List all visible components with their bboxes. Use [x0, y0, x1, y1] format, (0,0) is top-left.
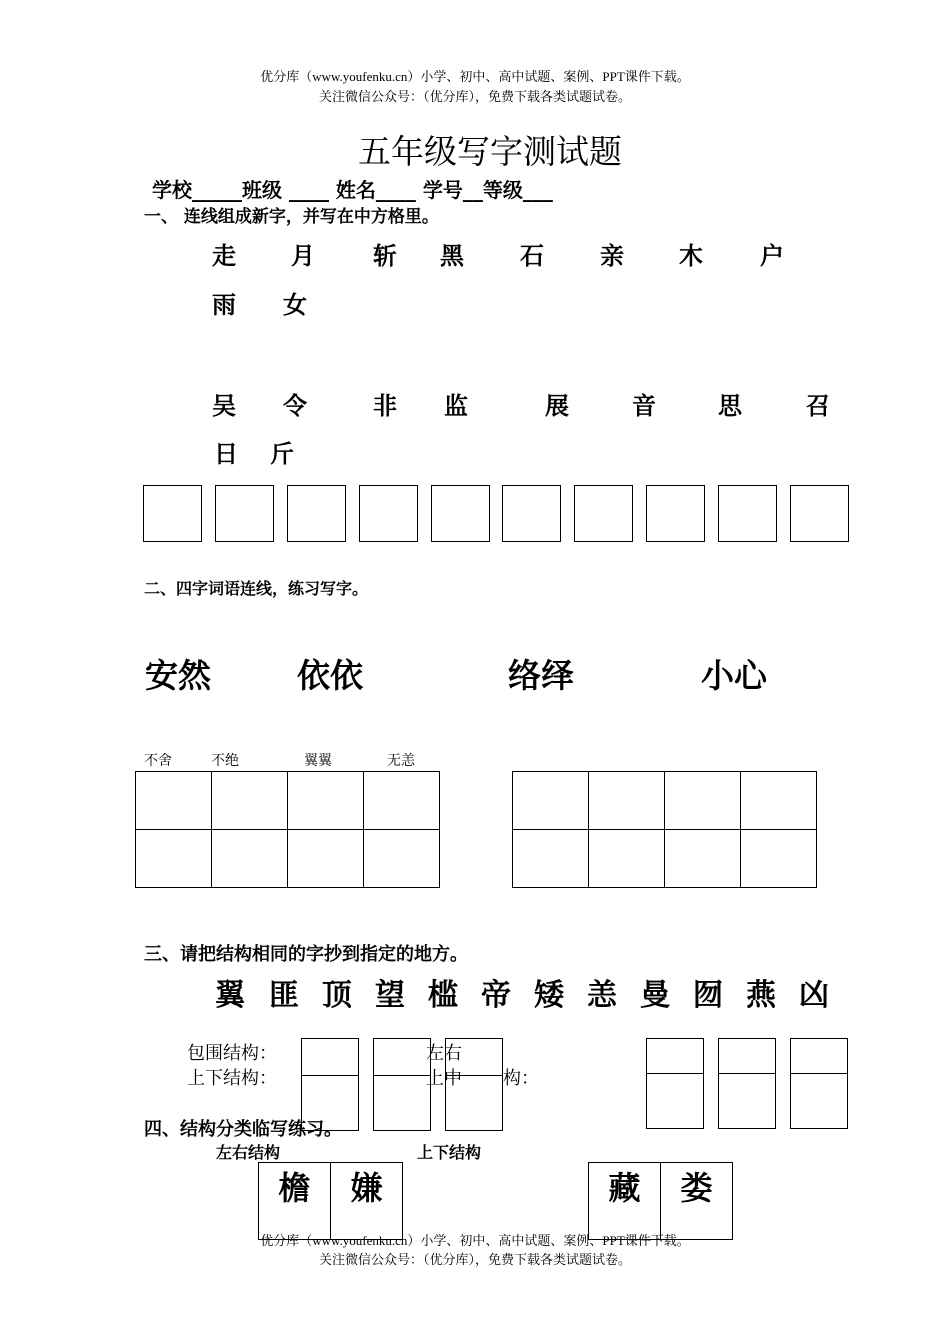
char: 顶 — [322, 978, 352, 1013]
answer-box[interactable] — [646, 1073, 704, 1129]
answer-box[interactable] — [646, 1038, 704, 1074]
section1-heading: 一、 连线组成新字，并写在中方格里。 — [144, 207, 439, 227]
answer-box[interactable] — [790, 1073, 848, 1129]
char: 燕 — [746, 978, 776, 1013]
grid-cell[interactable] — [741, 772, 817, 830]
char: 女 — [283, 290, 307, 319]
answer-box[interactable] — [445, 1038, 503, 1076]
answer-box[interactable] — [143, 485, 202, 542]
label-topbottom-4: 上下结构 — [417, 1143, 482, 1162]
header-line-1: 优分库（www.youfenku.cn）小学、初中、高中试题、案例、PPT课件下载。 — [260, 69, 690, 84]
word: 络绎 — [508, 656, 574, 695]
grid-cell[interactable] — [288, 830, 364, 888]
char: 囫 — [693, 978, 723, 1013]
grid-cell[interactable] — [212, 772, 288, 830]
char: 斩 — [373, 241, 397, 270]
char: 亲 — [600, 241, 624, 270]
model-char-box: 檐 — [258, 1162, 331, 1240]
label-topmidbottom-fragment: 上中 — [426, 1068, 462, 1088]
char: 令 — [283, 391, 307, 420]
answer-box[interactable] — [431, 485, 490, 542]
grid-cell[interactable] — [513, 772, 589, 830]
word: 小心 — [701, 656, 767, 695]
char: 监 — [444, 391, 468, 420]
grid-cell[interactable] — [136, 830, 212, 888]
section4-heading: 四、结构分类临写练习。 — [144, 1119, 342, 1140]
grid-cell[interactable] — [513, 830, 589, 888]
char: 槛 — [428, 978, 458, 1013]
model-char-box: 娄 — [660, 1162, 733, 1240]
word: 翼翼 — [304, 753, 332, 769]
char: 凶 — [799, 978, 829, 1013]
answer-box[interactable] — [646, 485, 705, 542]
word: 安然 — [145, 656, 211, 695]
section3-heading: 三、请把结构相同的字抄到指定的地方。 — [144, 944, 468, 965]
label-topbottom: 上下结构： — [187, 1068, 277, 1088]
char: 矮 — [534, 978, 564, 1013]
char: 吴 — [212, 391, 236, 420]
char: 非 — [373, 391, 397, 420]
label-leftright-fragment: 左右 — [426, 1043, 462, 1063]
char: 望 — [375, 978, 405, 1013]
grid-cell[interactable] — [136, 772, 212, 830]
grid-cell[interactable] — [665, 830, 741, 888]
answer-box[interactable] — [790, 1038, 848, 1074]
answer-box[interactable] — [502, 485, 561, 542]
char: 音 — [632, 391, 656, 420]
grid-cell[interactable] — [589, 830, 665, 888]
char: 黑 — [440, 241, 464, 270]
answer-box[interactable] — [373, 1038, 431, 1076]
char: 展 — [545, 391, 569, 420]
answer-box[interactable] — [445, 1075, 503, 1131]
grid-cell[interactable] — [288, 772, 364, 830]
char: 帝 — [481, 978, 511, 1013]
label-leftright: 左右结构 — [216, 1143, 281, 1162]
char: 木 — [679, 241, 703, 270]
header-line-2: 关注微信公众号：（优分库），免费下载各类试题试卷。 — [318, 89, 631, 104]
char: 思 — [718, 391, 742, 420]
char: 户 — [760, 241, 784, 270]
word: 不舍 — [144, 753, 172, 769]
answer-box[interactable] — [574, 485, 633, 542]
grid-cell[interactable] — [741, 830, 817, 888]
word: 不绝 — [211, 753, 239, 769]
answer-box[interactable] — [287, 485, 346, 542]
info-line: 学校_____班级 ____ 姓名____ 学号__等级___ — [152, 178, 553, 202]
label-enclosed: 包围结构： — [187, 1043, 277, 1063]
char: 走 — [212, 241, 236, 270]
footer-line-1: 优分库（www.youfenku.cn）小学、初中、高中试题、案例、PPT课件下载。 — [260, 1233, 690, 1248]
answer-box[interactable] — [359, 485, 418, 542]
section2-heading: 二、四字词语连线，练习写字。 — [144, 579, 369, 598]
grid-cell[interactable] — [364, 772, 440, 830]
char: 曼 — [640, 978, 670, 1013]
model-char-box: 嫌 — [330, 1162, 403, 1240]
answer-box[interactable] — [215, 485, 274, 542]
char: 恙 — [587, 978, 617, 1013]
char: 雨 — [212, 290, 236, 319]
footer-line-2: 关注微信公众号：（优分库），免费下载各类试题试卷。 — [318, 1252, 631, 1267]
answer-box[interactable] — [301, 1038, 359, 1076]
answer-box[interactable] — [718, 1038, 776, 1074]
answer-box[interactable] — [718, 485, 777, 542]
char: 月 — [291, 241, 315, 270]
section2-grid-left — [135, 771, 440, 888]
answer-box[interactable] — [718, 1073, 776, 1129]
char: 匪 — [269, 978, 299, 1013]
word: 无恙 — [387, 753, 415, 769]
grid-cell[interactable] — [212, 830, 288, 888]
section2-grid-right — [512, 771, 817, 888]
answer-box[interactable] — [790, 485, 849, 542]
char: 日 — [214, 439, 238, 468]
grid-cell[interactable] — [589, 772, 665, 830]
char: 召 — [806, 391, 830, 420]
char: 石 — [520, 241, 544, 270]
answer-box[interactable] — [373, 1075, 431, 1131]
grid-cell[interactable] — [364, 830, 440, 888]
page-title: 五年级写字测试题 — [358, 132, 622, 171]
char: 翼 — [215, 978, 245, 1013]
grid-cell[interactable] — [665, 772, 741, 830]
model-char-box: 藏 — [588, 1162, 661, 1240]
word: 依依 — [297, 656, 363, 695]
char: 斤 — [270, 439, 294, 468]
label-struct-suffix: 构： — [503, 1068, 539, 1088]
